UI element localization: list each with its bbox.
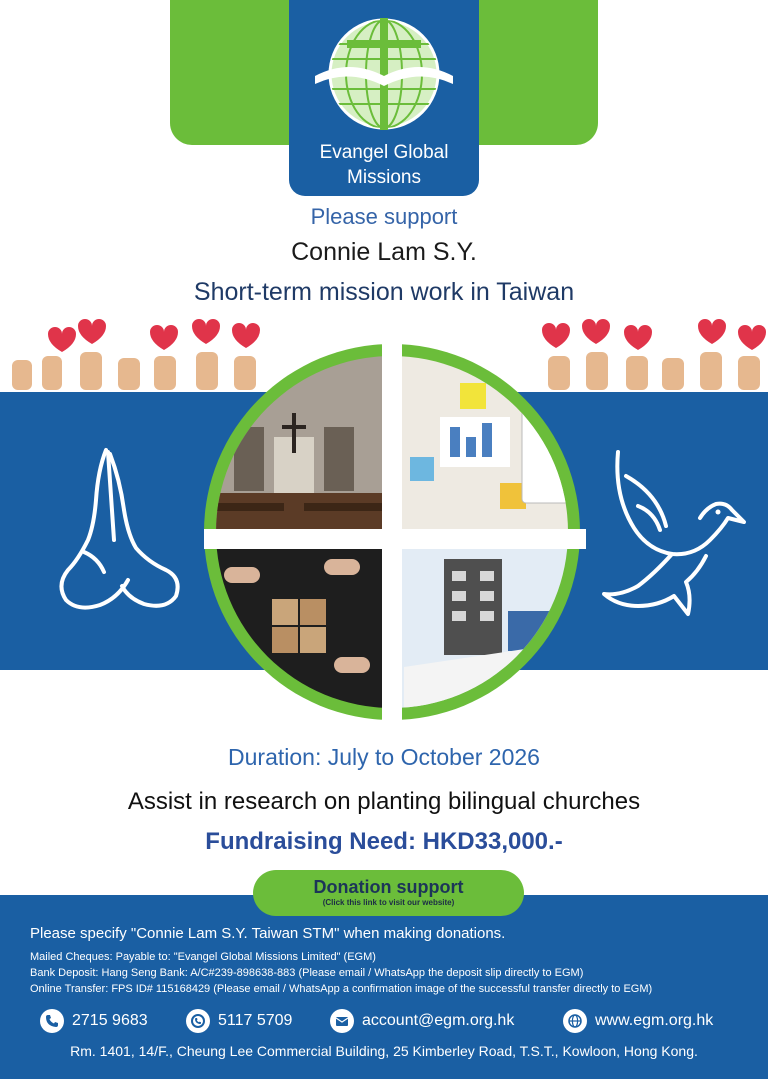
heart-icon	[624, 325, 652, 350]
donation-button-label: Donation support	[313, 877, 464, 897]
org-name-line1: Evangel Global	[319, 142, 449, 163]
website-contact[interactable]	[563, 1007, 713, 1035]
globe-bible-logo	[289, 0, 479, 140]
heart-icon	[150, 325, 178, 350]
donation-button-sublabel: (Click this link to visit our website)	[322, 898, 455, 907]
email-icon	[330, 1009, 354, 1033]
heart-icon	[698, 319, 726, 344]
org-name	[289, 140, 479, 190]
heart-icon	[738, 325, 766, 350]
cheques-info: Mailed Cheques: Payable to: "Evangel Global Missions Limited" (EGM)	[30, 951, 376, 963]
globe-icon	[563, 1009, 587, 1033]
phone-contact[interactable]	[40, 1007, 148, 1035]
bank-info: Bank Deposit: Hang Seng Bank: A/C#239-898638-883 (Please email / WhatsApp the deposit slip directly to EGM)	[30, 967, 584, 979]
photo-collage	[204, 327, 586, 737]
phone-icon	[40, 1009, 64, 1033]
donation-support-button[interactable]	[253, 870, 524, 916]
fundraising-need: Fundraising Need: HKD33,000.-	[205, 828, 563, 855]
website-url: www.egm.org.hk	[595, 1012, 714, 1029]
office-address: Rm. 1401, 14/F., Cheung Lee Commercial Building, 25 Kimberley Road, T.S.T., Kowloon, Hong Kong.	[70, 1043, 698, 1059]
please-support-text: Please support	[310, 204, 458, 229]
dove-icon	[598, 446, 748, 621]
org-name-line2: Missions	[347, 167, 421, 188]
whatsapp-number: 5117 5709	[218, 1012, 293, 1029]
online-transfer-info: Online Transfer: FPS ID# 115168429 (Please email / WhatsApp a confirmation image of the successful transfer directly to EGM)	[30, 983, 653, 995]
heart-icon	[582, 319, 610, 344]
whatsapp-contact[interactable]	[186, 1007, 292, 1035]
person-name: Connie Lam S.Y.	[291, 238, 477, 266]
email-address: account@egm.org.hk	[362, 1012, 515, 1029]
donation-note: Please specify "Connie Lam S.Y. Taiwan STM" when making donations.	[30, 925, 506, 942]
email-contact[interactable]	[330, 1007, 514, 1035]
praying-hands-icon	[48, 440, 188, 620]
task-text: Assist in research on planting bilingual churches	[127, 788, 641, 815]
heart-icon	[78, 319, 106, 344]
duration-text: Duration: July to October 2026	[228, 744, 540, 770]
phone-number: 2715 9683	[72, 1012, 148, 1029]
mission-title: Short-term mission work in Taiwan	[193, 278, 575, 306]
whatsapp-icon	[186, 1009, 210, 1033]
heart-icon	[48, 327, 76, 352]
